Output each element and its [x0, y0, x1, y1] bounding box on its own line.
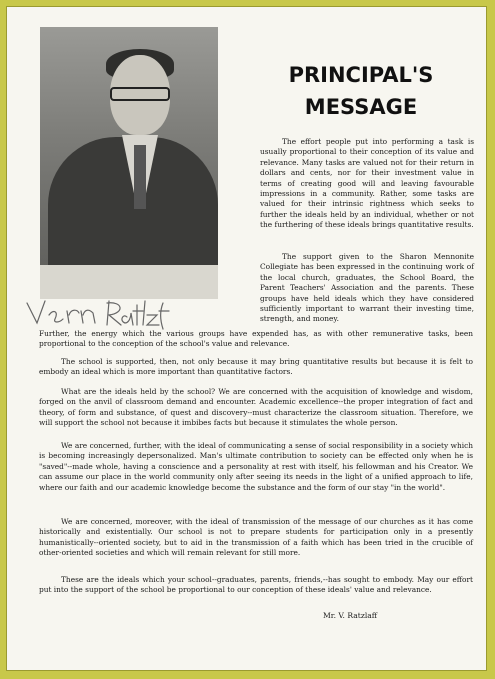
title-line-2: MESSAGE	[304, 95, 418, 119]
paragraph-2: The support given to the Sharon Mennonite Collegiate has been expressed in the continuing work of the local church, graduates, the School Board, the Parent Teachers' Association and the parents. These groups have held ideals which they have considered sufficiently important to warrant their investing time, strength, and money.	[260, 252, 474, 324]
yearbook-page	[6, 6, 487, 671]
paragraph-7: These are the ideals which your school--graduates, parents, friends,--has sought to embody. May our effort put into the support of the school be proportional to our conception of these ideals' value and relevance.	[39, 575, 473, 595]
paragraph-2-continued: Further, the energy which the various groups have expended has, as with other remunerative tasks, been proportional to the conception of the school's value and relevance.	[39, 329, 473, 349]
paragraph-4: What are the ideals held by the school? We are concerned with the acquisition of knowledge and wisdom, forged on the anvil of classroom demand and encounter. Academic excellence--the proper integration of fact and theory, of form and substance, of quest and discovery--must characterize the classroom situation. Therefore, we will support the school not because it imbibes facts but because it stimulates the whole person.	[39, 387, 473, 428]
handwritten-signature	[23, 295, 173, 331]
title-line-1: PRINCIPAL'S	[288, 63, 434, 87]
principal-portrait-photo	[40, 27, 218, 299]
page-title	[233, 59, 489, 123]
photo-tie	[134, 145, 146, 209]
paragraph-3: The school is supported, then, not only because it may bring quantitative results but because it is felt to embody an ideal which is more important than quantitative factors.	[39, 357, 473, 377]
author-name: Mr. V. Ratzlaff	[323, 611, 378, 620]
photo-glasses	[110, 87, 170, 101]
paragraph-1: The effort people put into performing a task is usually proportional to their conception of its value and relevance. Many tasks are valued not for their return in dollars and cents, nor for their investment value in terms of creating good will and leaving favourable impressions in a community. Rather, some tasks are valued for their intrinsic rightness which seeks to further the ideals held by an individual, whether or not the furthering of these ideals brings quantitative results.	[260, 137, 474, 230]
paragraph-5: We are concerned, further, with the ideal of communicating a sense of social responsibility in a society which is becoming increasingly depersonalized. Man's ultimate contribution to society can be effected only when he is "saved"--made whole, having a conscience and a personality at rest with itself, his fellowman and his Creator. We can assume our place in the world community only after seeing its needs in the light of a unified approach to life, where our faith and our academic knowledge become the substance and the form of our stay "in the world".	[39, 441, 473, 492]
photo-desk	[40, 265, 218, 299]
paragraph-6: We are concerned, moreover, with the ideal of transmission of the message of our churches as it has come historically and existentially. Our school is not to prepare students for participation only in a presently humanistically--oriented society, but to aid in the transmission of a faith which has been tried in the crucible of other-oriented societies and which will remain relevant for still more.	[39, 517, 473, 558]
